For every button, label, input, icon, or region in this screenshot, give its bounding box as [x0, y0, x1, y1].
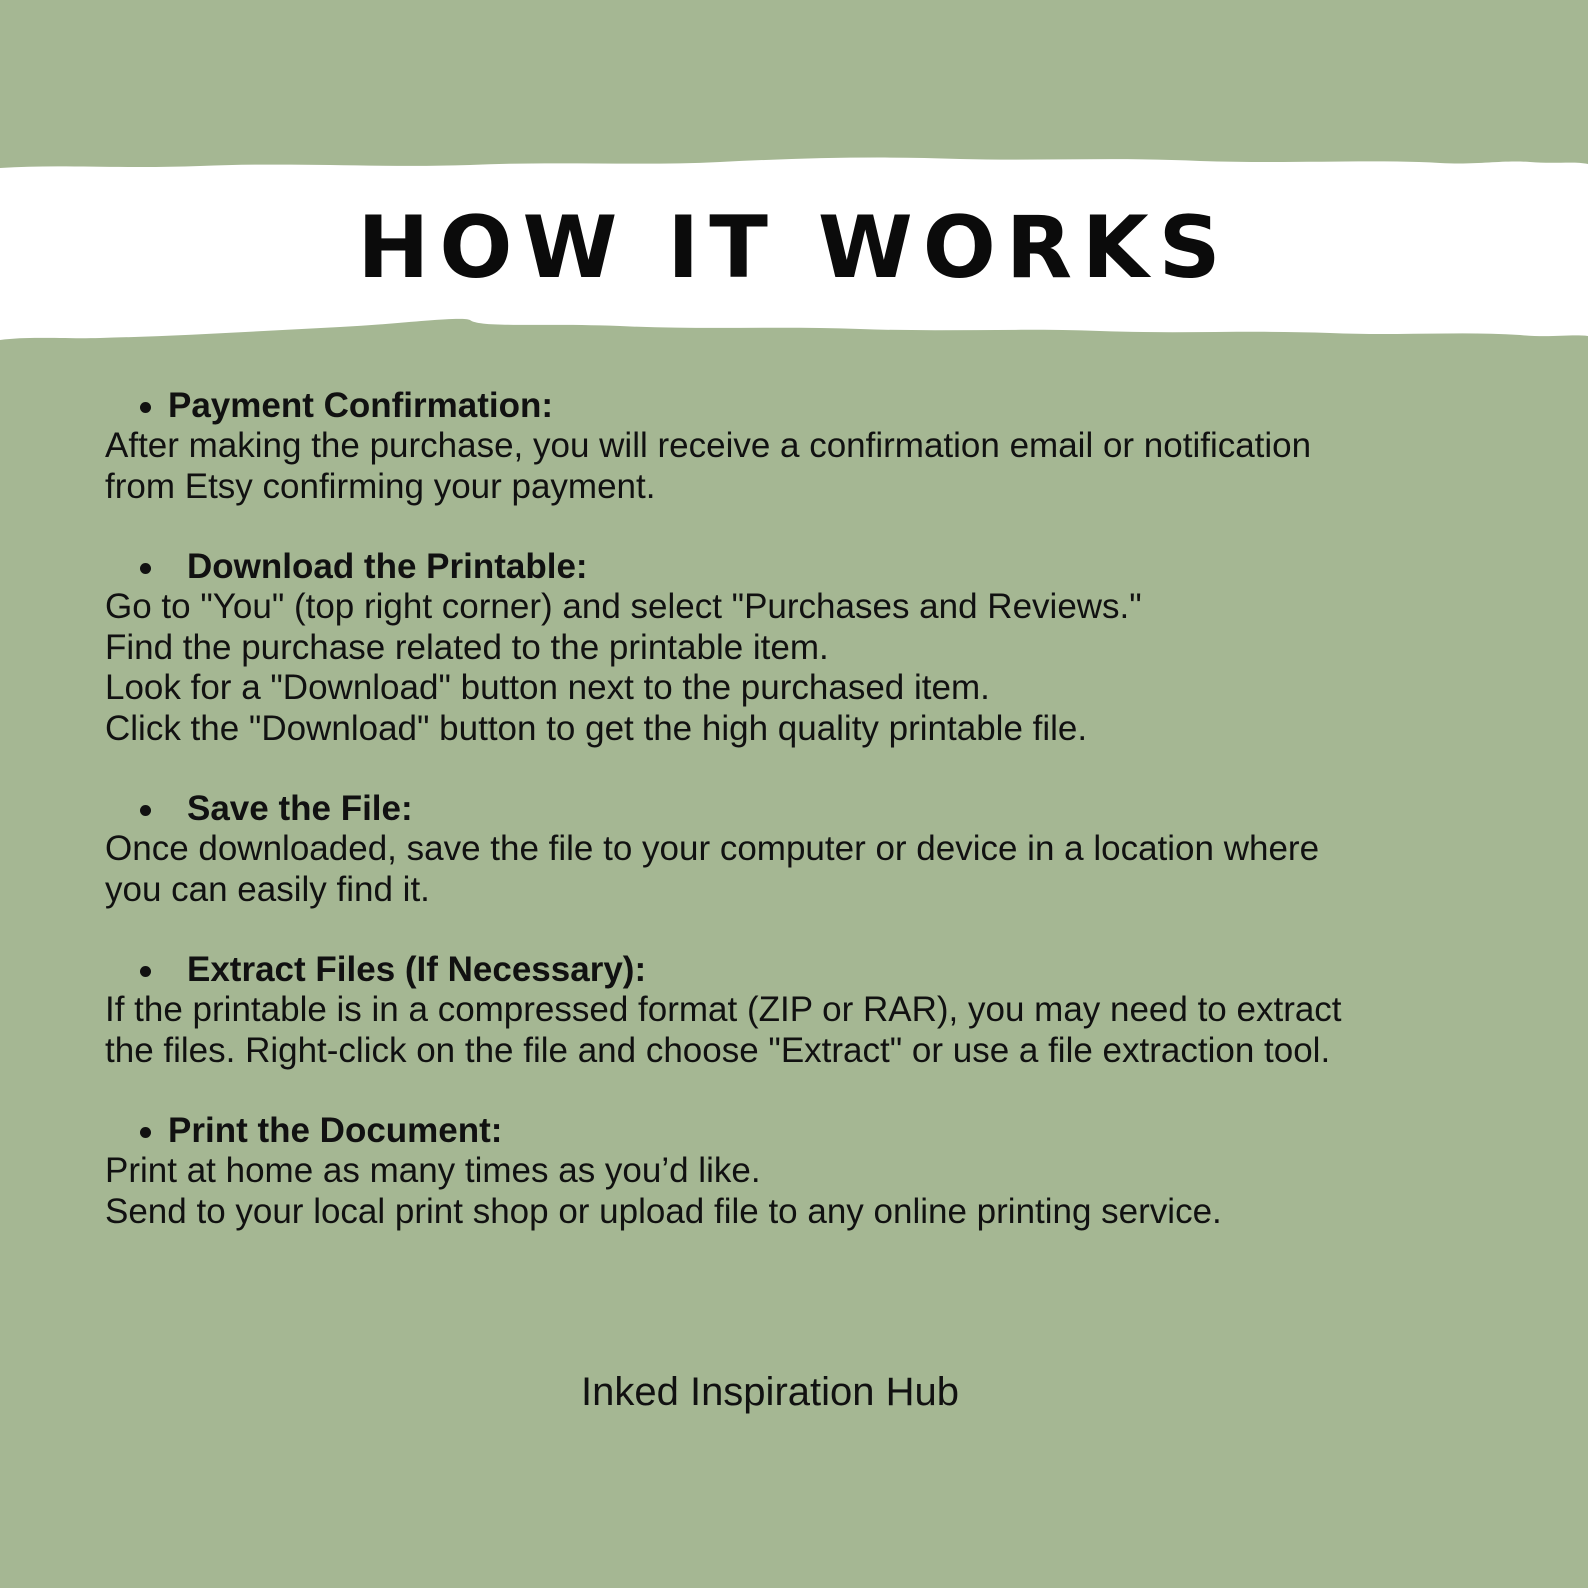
step-heading — [105, 789, 1545, 829]
step-heading-text: Download the Printable: — [187, 547, 588, 586]
bullet-icon — [140, 563, 151, 574]
step-text: Send to your local print shop or upload file to any online printing service. — [105, 1191, 1222, 1231]
step-heading-text: Print the Document: — [168, 1111, 503, 1150]
step-text: Find the purchase related to the printable item. — [105, 627, 829, 667]
step-text: from Etsy confirming your payment. — [105, 466, 656, 506]
step-text: you can easily find it. — [105, 869, 430, 909]
step-text: Look for a "Download" button next to the purchased item. — [105, 668, 990, 707]
bullet-icon — [140, 805, 151, 816]
step-download-printable — [105, 547, 1545, 749]
step-text: Go to "You" (top right corner) and select "Purchases and Reviews." — [105, 587, 1142, 626]
instructions-list — [105, 386, 1545, 1272]
step-heading — [105, 950, 1545, 990]
step-heading — [105, 547, 1545, 587]
step-heading — [105, 386, 1545, 426]
page-title: HOW IT WORKS — [357, 198, 1231, 298]
step-save-file — [105, 789, 1545, 910]
step-payment-confirmation — [105, 386, 1545, 507]
step-print-document — [105, 1111, 1545, 1232]
bullet-icon — [140, 1127, 151, 1138]
step-text: Print at home as many times as you’d like. — [105, 1151, 761, 1190]
bullet-icon — [140, 966, 151, 977]
step-text: Once downloaded, save the file to your computer or device in a location where — [105, 829, 1320, 868]
bullet-icon — [140, 402, 151, 413]
step-text: After making the purchase, you will receive a confirmation email or notification — [105, 426, 1312, 465]
step-text: Click the "Download" button to get the high quality printable file. — [105, 708, 1088, 748]
step-extract-files — [105, 950, 1545, 1071]
step-text: the files. Right-click on the file and choose "Extract" or use a file extraction tool. — [105, 1030, 1331, 1070]
step-heading — [105, 1111, 1545, 1151]
step-text: If the printable is in a compressed format (ZIP or RAR), you may need to extract — [105, 990, 1342, 1029]
step-heading-text: Payment Confirmation: — [168, 386, 554, 425]
step-heading-text: Save the File: — [187, 789, 413, 828]
brand-footer: Inked Inspiration Hub — [580, 1370, 959, 1414]
step-heading-text: Extract Files (If Necessary): — [187, 950, 647, 989]
